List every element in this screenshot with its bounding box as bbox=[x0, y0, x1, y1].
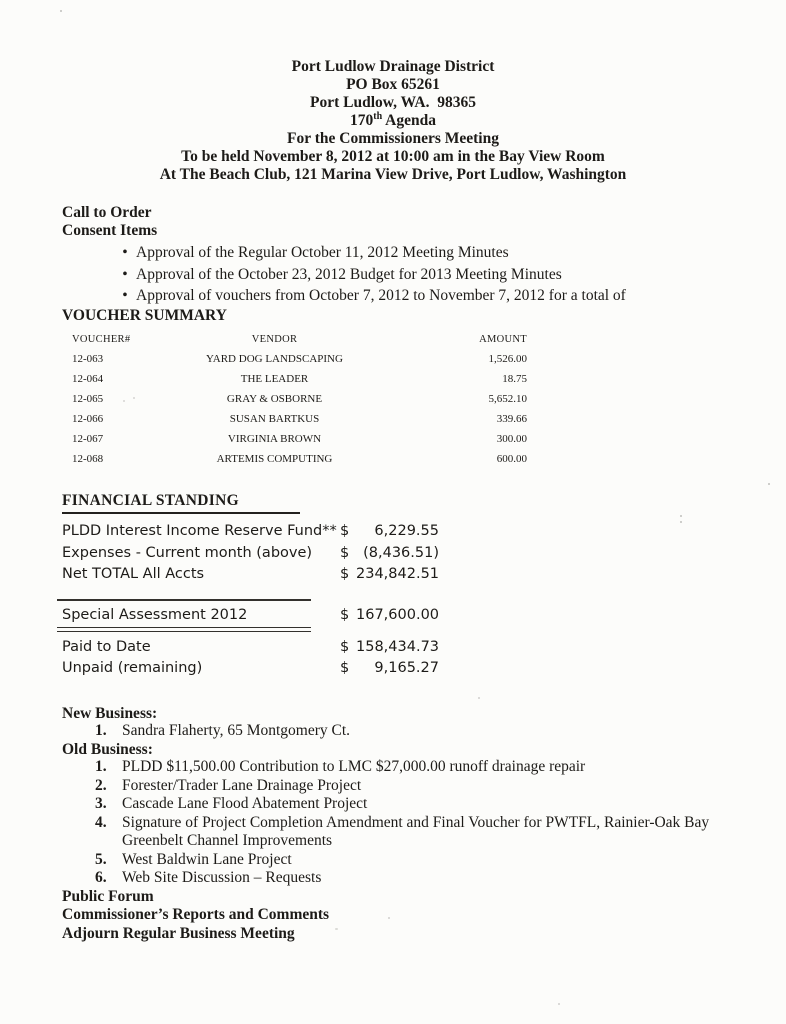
agenda-ordinal-suffix: th bbox=[373, 110, 383, 122]
old-business-heading: Old Business: bbox=[62, 740, 153, 758]
voucher-table bbox=[66, 331, 528, 469]
list-item bbox=[62, 869, 736, 888]
consent-items-heading: Consent Items bbox=[62, 221, 158, 239]
commissioners-reports-heading: Commissioner’s Reports and Comments bbox=[62, 906, 330, 923]
column-header-voucher-number: VOUCHER# bbox=[72, 334, 131, 345]
financial-amount: 9,165.27 bbox=[374, 660, 439, 676]
agenda-number-line bbox=[0, 112, 786, 130]
unpaid-row bbox=[62, 658, 439, 680]
voucher-number: 12-063 bbox=[72, 353, 104, 365]
financial-label: Net TOTAL All Accts bbox=[62, 566, 205, 582]
list-number: 5. bbox=[95, 850, 107, 868]
voucher-summary-heading: VOUCHER SUMMARY bbox=[62, 306, 227, 324]
list-number: 4. bbox=[95, 813, 107, 831]
voucher-table-header bbox=[66, 331, 528, 349]
financial-amount: (8,436.51) bbox=[363, 544, 439, 561]
document-body bbox=[0, 204, 786, 943]
list-item-text: West Baldwin Lane Project bbox=[122, 850, 292, 868]
vendor-name: GRAY & OSBORNE bbox=[226, 393, 323, 405]
location-line: At The Beach Club, 121 Marina View Drive, Port Ludlow, Washington bbox=[159, 166, 627, 183]
new-business-heading: New Business: bbox=[62, 704, 158, 722]
horizontal-rule bbox=[57, 599, 311, 601]
scan-speck bbox=[60, 10, 62, 12]
consent-item-text: Approval of vouchers from October 7, 2012 to November 7, 2012 for a total of bbox=[136, 287, 626, 304]
voucher-amount: 300.00 bbox=[496, 433, 527, 445]
bullet-icon: • bbox=[122, 265, 128, 283]
list-item bbox=[62, 722, 736, 741]
table-row bbox=[66, 409, 528, 429]
financial-amount: 234,842.51 bbox=[356, 566, 440, 582]
scan-speck bbox=[680, 515, 682, 517]
financial-label: PLDD Interest Income Reserve Fund** bbox=[62, 523, 337, 539]
list-item bbox=[62, 851, 736, 870]
financial-amount: 167,600.00 bbox=[356, 606, 440, 623]
scan-speck bbox=[123, 400, 125, 402]
list-item bbox=[62, 795, 736, 814]
list-item-text: Sandra Flaherty, 65 Montgomery Ct. bbox=[122, 722, 351, 739]
consent-items-list bbox=[62, 242, 736, 307]
scan-speck bbox=[335, 928, 338, 930]
financial-standing-heading: FINANCIAL STANDING bbox=[62, 492, 300, 514]
financial-rows bbox=[62, 521, 736, 680]
vendor-name: VIRGINIA BROWN bbox=[227, 433, 322, 445]
letterhead bbox=[0, 58, 786, 184]
currency-symbol: $ bbox=[340, 566, 350, 582]
paid-to-date-row bbox=[62, 637, 439, 659]
agenda-number: 170 bbox=[350, 112, 374, 129]
scan-speck bbox=[388, 917, 390, 919]
list-item-text: Cascade Lane Flood Abatement Project bbox=[122, 795, 368, 812]
voucher-amount: 600.00 bbox=[496, 453, 527, 465]
list-item-text: Forester/Trader Lane Drainage Project bbox=[122, 776, 362, 794]
list-item bbox=[62, 285, 736, 307]
voucher-number: 12-065 bbox=[72, 393, 104, 405]
consent-item-text: Approval of the October 23, 2012 Budget for 2013 Meeting Minutes bbox=[136, 265, 562, 283]
list-number: 1. bbox=[95, 758, 107, 775]
adjourn-heading: Adjourn Regular Business Meeting bbox=[62, 924, 295, 942]
financial-row bbox=[62, 564, 439, 586]
vendor-name: ARTEMIS COMPUTING bbox=[216, 453, 333, 465]
column-header-vendor: VENDOR bbox=[251, 334, 298, 345]
voucher-number: 12-068 bbox=[72, 453, 104, 465]
table-row bbox=[66, 349, 528, 369]
call-to-order-heading: Call to Order bbox=[62, 204, 152, 221]
voucher-amount: 5,652.10 bbox=[488, 393, 527, 405]
currency-symbol: $ bbox=[340, 523, 350, 539]
list-number: 1. bbox=[95, 722, 107, 739]
vendor-name: THE LEADER bbox=[240, 373, 309, 385]
consent-item-text: Approval of the Regular October 11, 2012 Meeting Minutes bbox=[136, 244, 509, 261]
meeting-line: For the Commissioners Meeting bbox=[287, 130, 499, 147]
voucher-amount: 1,526.00 bbox=[488, 353, 527, 365]
list-item bbox=[62, 758, 736, 777]
po-box-line: PO Box 65261 bbox=[346, 76, 440, 93]
financial-standing-section bbox=[62, 492, 736, 680]
column-header-amount: AMOUNT bbox=[479, 334, 527, 345]
scan-speck bbox=[478, 697, 480, 699]
list-item-text: Signature of Project Completion Amendment and Final Voucher for PWTFL, Rainier-Oak Bay Greenbelt Channel Improvements bbox=[122, 813, 710, 849]
table-row bbox=[66, 389, 528, 409]
currency-symbol: $ bbox=[340, 638, 350, 655]
vendor-name: SUSAN BARTKUS bbox=[229, 413, 320, 425]
scan-speck bbox=[768, 483, 770, 485]
bullet-icon: • bbox=[122, 287, 128, 304]
currency-symbol: $ bbox=[340, 544, 350, 561]
scan-speck bbox=[558, 1003, 560, 1005]
scan-speck bbox=[680, 521, 682, 523]
scan-speck bbox=[133, 397, 135, 399]
financial-label: Unpaid (remaining) bbox=[62, 660, 203, 676]
list-item bbox=[62, 264, 736, 286]
list-number: 6. bbox=[95, 869, 107, 886]
city-line: Port Ludlow, WA. 98365 bbox=[310, 94, 476, 111]
financial-amount: 6,229.55 bbox=[374, 523, 439, 539]
agenda-word: Agenda bbox=[382, 112, 436, 129]
voucher-amount: 339.66 bbox=[496, 413, 527, 425]
bullet-icon: • bbox=[122, 244, 128, 261]
list-item bbox=[62, 814, 736, 851]
public-forum-heading: Public Forum bbox=[62, 887, 154, 905]
list-item bbox=[62, 777, 736, 796]
table-row bbox=[66, 369, 528, 389]
list-item-text: Web Site Discussion – Requests bbox=[122, 869, 322, 886]
list-number: 2. bbox=[95, 776, 107, 794]
voucher-amount: 18.75 bbox=[502, 373, 527, 385]
org-name: Port Ludlow Drainage District bbox=[291, 58, 495, 75]
financial-label: Paid to Date bbox=[62, 638, 151, 655]
voucher-number: 12-064 bbox=[72, 373, 104, 385]
financial-amount: 158,434.73 bbox=[356, 638, 440, 655]
list-item-text: PLDD $11,500.00 Contribution to LMC $27,000.00 runoff drainage repair bbox=[122, 758, 586, 775]
list-item bbox=[62, 242, 736, 264]
double-horizontal-rule bbox=[57, 627, 311, 632]
currency-symbol: $ bbox=[340, 606, 350, 623]
financial-row bbox=[62, 521, 439, 543]
voucher-number: 12-066 bbox=[72, 413, 104, 425]
datetime-line: To be held November 8, 2012 at 10:00 am in the Bay View Room bbox=[181, 148, 605, 165]
table-row bbox=[66, 449, 528, 469]
voucher-number: 12-067 bbox=[72, 433, 104, 445]
special-assessment-row bbox=[62, 605, 439, 627]
financial-row bbox=[62, 543, 439, 565]
financial-label: Special Assessment 2012 bbox=[62, 606, 248, 623]
vendor-name: YARD DOG LANDSCAPING bbox=[206, 353, 343, 365]
list-number: 3. bbox=[95, 795, 107, 812]
table-row bbox=[66, 429, 528, 449]
currency-symbol: $ bbox=[340, 660, 350, 676]
financial-label: Expenses - Current month (above) bbox=[62, 544, 313, 561]
